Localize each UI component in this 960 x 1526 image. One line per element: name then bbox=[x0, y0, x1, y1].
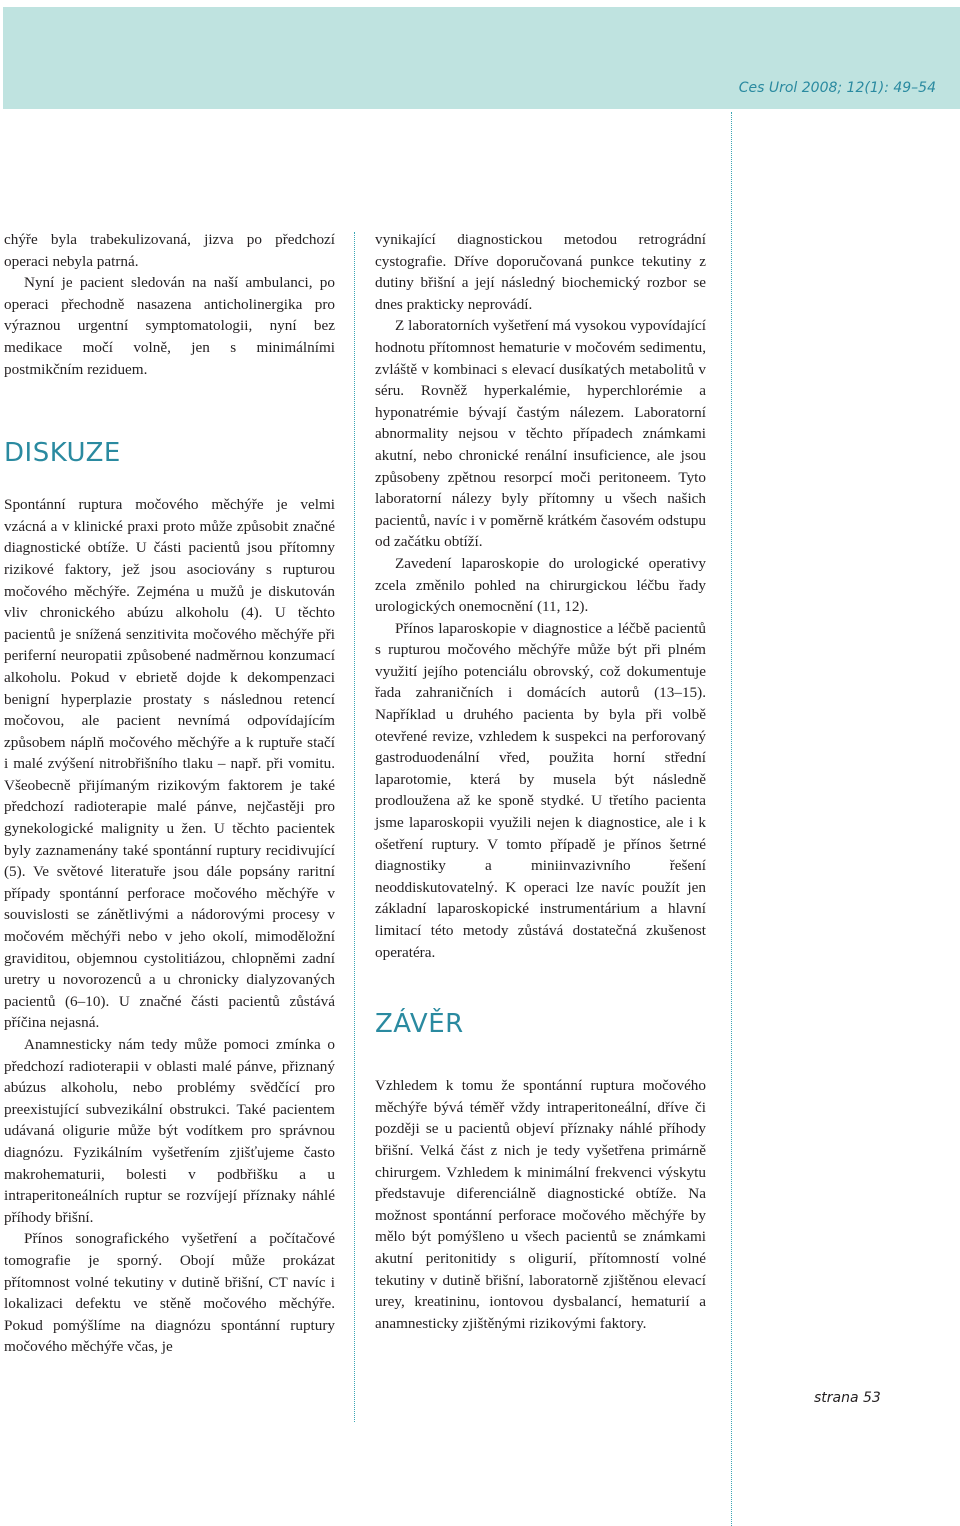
paragraph: Nyní je pacient sledován na naší ambulanci, po operaci přechodně nasazena anticholinergika pro výraznou urgentní symptomatologii, nyní bez medikace močí volně, jen s minimálními postmikčním reziduem. bbox=[4, 274, 335, 378]
section-heading-zaver: ZÁVĚR bbox=[375, 1009, 464, 1040]
paragraph: chýře byla trabekulizovaná, jizva po předchozí operaci nebyla patrná. bbox=[4, 231, 335, 270]
column-divider bbox=[354, 232, 355, 1422]
paragraph: Spontánní ruptura močového měchýře je velmi vzácná a v klinické praxi proto může způsobit značné diagnostické obtíže. U části pacientů jsou přítomny rizikové faktory, jež jsou asociovány s rupturou močového měchýře. Zejména u mužů je diskutován vliv chronického abúzu alkoholu (4). U těchto pacientů je snížená senzitivita močového měchýře při periferní neuropatii způsobené nadměrnou konzumací alkoholu. Pokud v ebrietě dojde k dekompenzaci benigní hyperplazie prostaty s následnou retencí močovou, ale pacient nevnímá odpovídajícím způsobem náplň močového měchýře a k ruptuře stačí i malé zvýšení nitrobřišního tlaku – např. při vomitu. Všeobecně přijímaným rizikovým faktorem je také předchozí radioterapie malé pánve, nejčastěji pro gynekologické malignity u žen. U těchto pacientek byly zaznamenány také spontánní ruptury recidivující (5). Ve světové literatuře jsou dále popsány raritní případy spontánní perforace močového měchýře v souvislosti se zánětlivými a nádorovými procesy v močovém měchýři nebo v jeho okolí, mimoděložní graviditou, objemnou cystolitiázou, chlopněmi zadní uretry u novorozenců a u chronicky dialyzovaných pacientů (6–10). U značné části pacientů zůstává příčina nejasná. bbox=[4, 496, 335, 1032]
paragraph: Anamnesticky nám tedy může pomoci zmínka o předchozí radioterapii v oblasti malé pánve, přiznaný abúzus alkoholu, nebo problémy svědčící pro preexistující subvezikální obstrukci. Také pacientem udávaná oligurie může být vodítkem pro správnou diagnózu. Fyzikálním vyšetřením zjišťujeme často makrohematurii, bolesti v podbřišku a u intraperitoneálních ruptur se rozvíjejí příznaky náhlé příhody břišní. bbox=[4, 1036, 335, 1226]
right-column bbox=[375, 229, 706, 1334]
paragraph: Zavedení laparoskopie do urologické operativy zcela změnilo pohled na chirurgickou léčbu řady urologických onemocnění (11, 12). bbox=[375, 554, 706, 616]
paragraph: vynikající diagnostickou metodou retrográdní cystografie. Dříve doporučovaná punkce tekutiny z dutiny břišní a její následný biochemický rozbor se dnes prakticky neprovádí. bbox=[375, 231, 706, 313]
paragraph: Přínos sonografického vyšetření a počítačové tomografie je sporný. Obojí může prokázat přítomnost volné tekutiny v dutině břišní, CT navíc i lokalizaci defektu ve stěně močového měchýře. Pokud pomýšlíme na diagnózu spontánní ruptury močového měchýře včas, je bbox=[4, 1230, 335, 1356]
paragraph: Vzhledem k tomu že spontánní ruptura močového měchýře bývá téměř vždy intraperitoneální, dříve či později se u pacientů objeví příznaky náhlé příhody břišní. Velká část z nich je tedy vyšetřena primárně chirurgem. Vzhledem k minimální frekvenci výskytu představuje diferenciálně diagnostické obtíže. Na možnost spontánní perforace močového měchýře by mělo být pomýšleno u všech pacientů se známkami akutní peritonitidy s oligurií, přítomností volné tekutiny v dutině břišní, laboratorně zjištěnou elevací urey, kreatininu, iontovou dysbalancí, hematurií a anamnesticky zjištěnými rizikovými faktory. bbox=[375, 1077, 706, 1332]
right-margin-rule bbox=[731, 112, 732, 1526]
paragraph: Přínos laparoskopie v diagnostice a léčbě pacientů s rupturou močového měchýře může být při plném využití jejího potenciálu obrovský, což dokumentuje řada zahraničních i domácích autorů (13–15). Například u druhého pacienta by byla při volbě otevřené revize, vzhledem k suspekci na perforovaný gastroduodenální vřed, použita horní střední laparotomie, která by musela být následně prodloužena až ke sponě stydké. U třetího pacienta jsme laparoskopii využili nejen k diagnostice, ale i k ošetření ruptury. V tomto případě je přínos šetrné diagnostiky a miniinvazivního řešení neoddiskutovatelný. K operaci lze navíc použít jen základní laparoskopické instrumentárium a hlavní limitací této metody zůstává dostatečná zkušenost operatéra. bbox=[375, 619, 706, 961]
journal-reference: Ces Urol 2008; 12(1): 49–54 bbox=[738, 80, 936, 96]
paragraph: Z laboratorních vyšetření má vysokou vypovídající hodnotu přítomnost hematurie v močovém sedimentu, zvláště v kombinaci s elevací dusíkatých metabolitů v séru. Rovněž hyperkalémie, hyperchlorémie a hyponatrémie bývají častým nálezem. Laboratorní abnormality nejsou v těchto případech známkami akutní, nebo chronické renální insuficience, ale jsou způsobeny zpětnou resorpcí moči peritoneem. Tyto laboratorní nálezy byly přítomny u všech našich pacientů, navíc i v poměrně krátkém časovém odstupu od začátku obtíží. bbox=[375, 317, 706, 551]
section-heading-diskuze: DISKUZE bbox=[4, 438, 121, 469]
page-number: strana 53 bbox=[814, 1390, 881, 1406]
left-column bbox=[4, 229, 335, 1358]
